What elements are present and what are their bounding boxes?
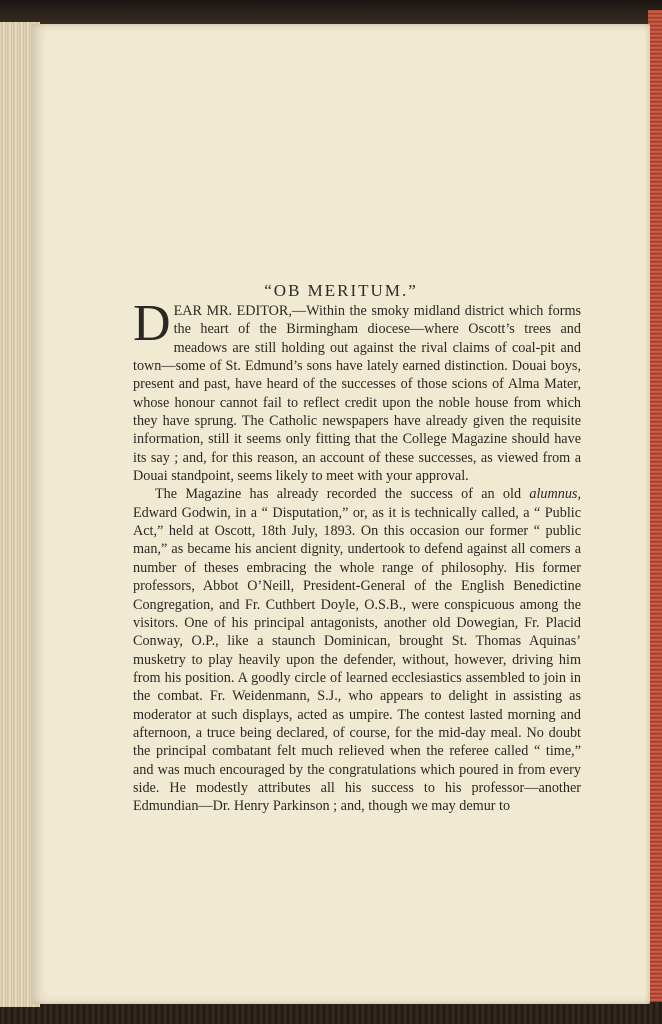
paragraph-1 — [133, 295, 581, 485]
book-cover-edge — [648, 10, 662, 1024]
paragraph-1-text: EAR MR. EDITOR,—Within the smoky midland district which forms the heart of the Birmingham diocese—where Oscott’s trees and meadows are still holding out against the rival claims of coal-pit and town—some of St. Edmund’s sons have lately earned distinction. Douai boys, present and past, have heard of the successes of those scions of Alma Mater, whose honour cannot fail to reflect credit upon the noble house from which they have sprung. The Catholic newspapers have already given the requisite information, still it seems only fitting that the College Magazine should have its say ; and, for this reason, an account of these successes, as viewed from a Douai standpoint, seems likely to meet with your approval. — [133, 303, 581, 485]
paragraph-2-text-b: Edward Godwin, in a “ Disputation,” or, as it is technically called, a “ Public Act,” held at Oscott, 18th July, 1893. On this occasion our former “ public man,” as became his ancient dignity, undertook to defend against all comers a number of theses embracing the whole range of philosophy. His former professors, Abbot O’Neill, President-General of the English Benedictine Congregation, and Fr. Cuthbert Doyle, O.S.B., were conspicuous among the visitors. One of his principal antagonists, another old Dowegian, Fr. Placid Conway, O.P., like a staunch Dominican, brought St. Thomas Aquinas’ musketry to play heavily upon the defender, without, however, driving him from his position. A goodly circle of learned ecclesiastics assembled to join in the combat. Fr. Weidenmann, S.J., who appears to delight in assisting as moderator at such displays, acted as umpire. The contest lasted morning and afternoon, a truce being declared, of course, for the mid-day meal. No doubt the principal combatant felt much relieved when the referee called “ time,” and was much encouraged by the congratulations which poured in from every side. He modestly attributes all his success to his professor—another Edmundian—Dr. Henry Parkinson ; and, though we may demur to — [133, 504, 581, 815]
drop-cap: D — [133, 295, 171, 352]
article-body — [133, 295, 581, 816]
book-top-edge — [0, 0, 662, 26]
alumnus-italic: alumnus, — [529, 486, 581, 503]
book-bottom-edge — [0, 1002, 662, 1024]
paragraph-2-text-a: The Magazine has already recorded the success of an old — [155, 486, 530, 503]
paragraph-2 — [133, 485, 581, 815]
article-title: “OB MERITUM.” — [264, 281, 418, 300]
